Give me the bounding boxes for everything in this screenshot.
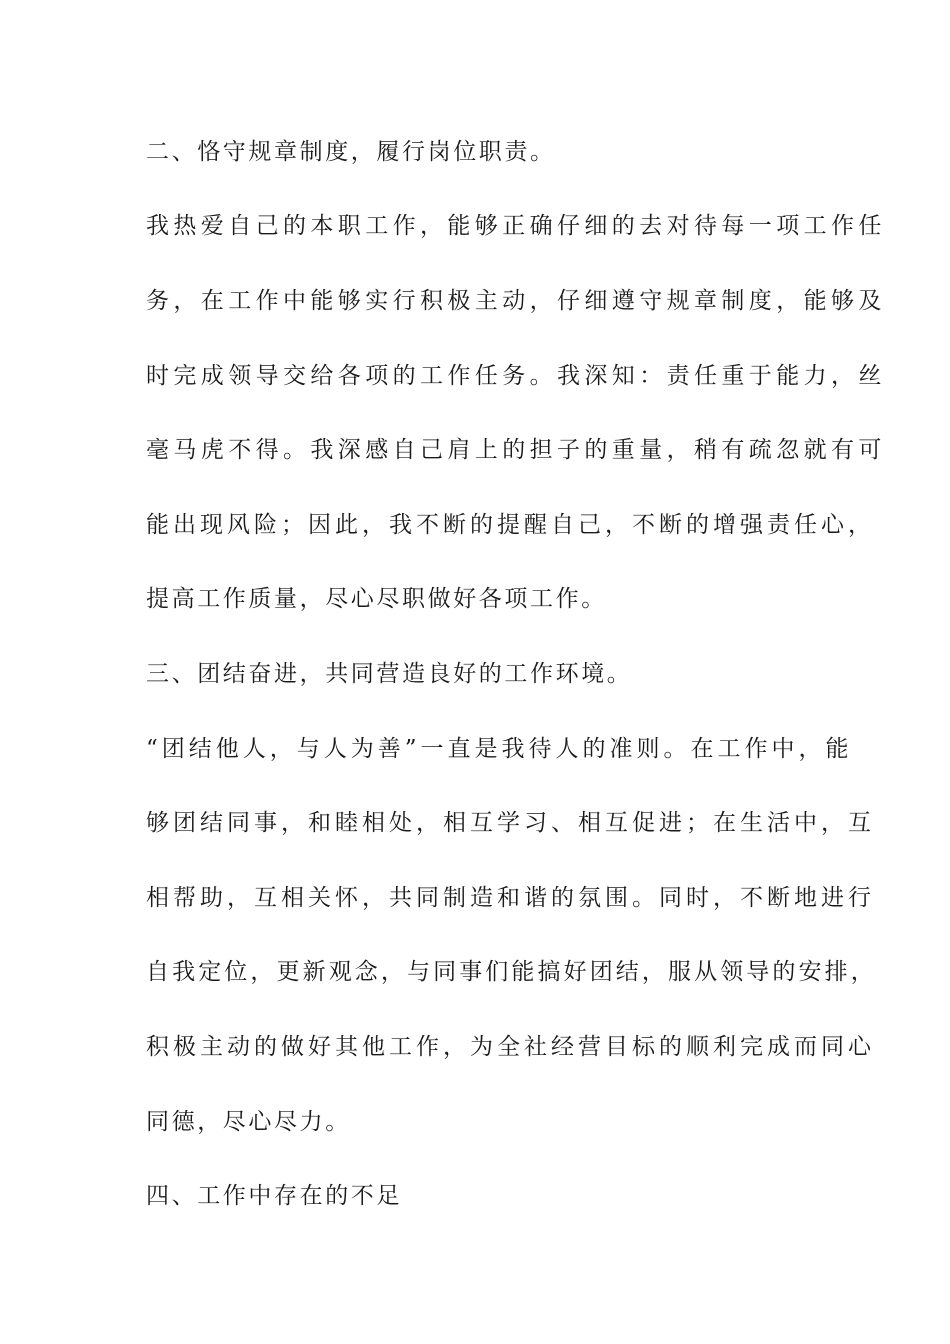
paragraph-line: 自我定位，更新观念，与同事们能搞好团结，服从领导的安排， — [146, 959, 877, 985]
paragraph-line: 能出现风险；因此，我不断的提醒自己，不断的增强责任心， — [146, 512, 875, 538]
paragraph-line: 够团结同事，和睦相处，相互学习、相互促进；在生活中，互 — [146, 810, 875, 836]
paragraph-line: “团结他人，与人为善”一直是我待人的准则。在工作中，能 — [146, 736, 853, 762]
paragraph-line: 时完成领导交给各项的工作任务。我深知：责任重于能力，丝 — [146, 363, 886, 389]
section-heading-2: 二、恪守规章制度，履行岗位职责。 — [146, 139, 556, 165]
paragraph-line: 毫马虎不得。我深感自己肩上的担子的重量，稍有疏忽就有可 — [146, 437, 886, 463]
section-heading-4: 四、工作中存在的不足 — [146, 1183, 402, 1209]
paragraph-line: 相帮助，互相关怀，共同制造和谐的氛围。同时，不断地进行 — [146, 885, 875, 911]
paragraph-line: 同德，尽心尽力。 — [146, 1109, 351, 1135]
paragraph-line: 积极主动的做好其他工作，为全社经营目标的顺利完成而同心 — [146, 1034, 875, 1060]
paragraph-line: 务，在工作中能够实行积极主动，仔细遵守规章制度，能够及 — [146, 288, 886, 314]
paragraph-line: 提高工作质量，尽心尽职做好各项工作。 — [146, 586, 607, 612]
section-heading-3: 三、团结奋进，共同营造良好的工作环境。 — [146, 661, 633, 687]
paragraph-line: 我热爱自己的本职工作，能够正确仔细的去对待每一项工作任 — [146, 213, 886, 239]
